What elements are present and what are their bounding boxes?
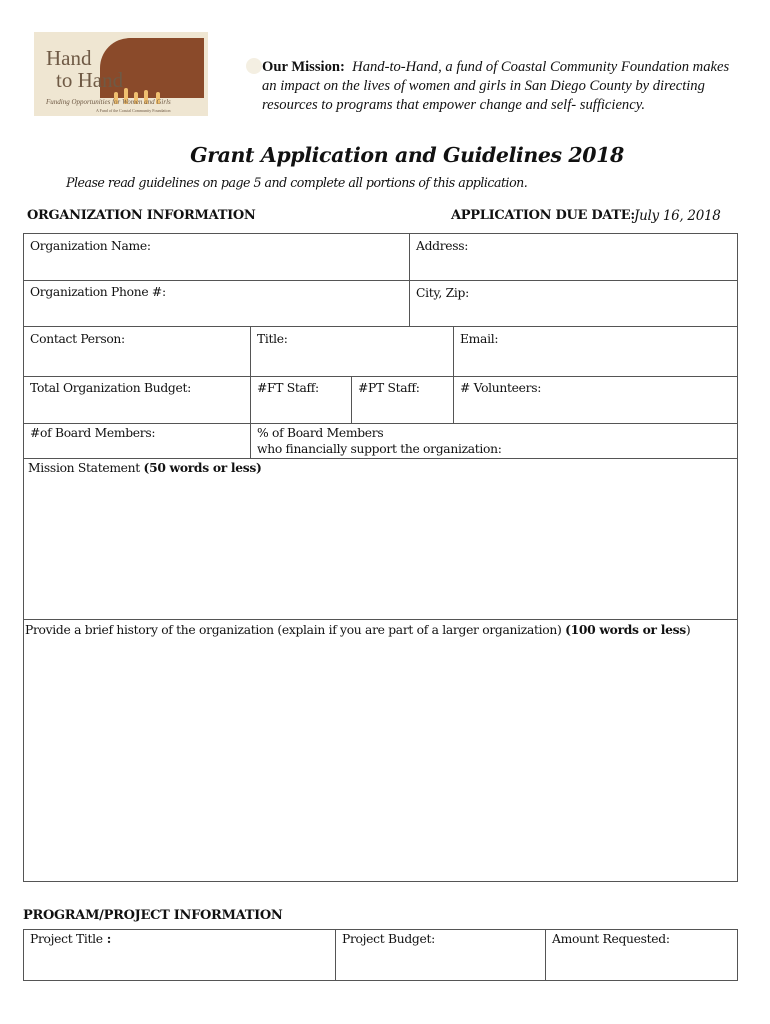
org-name-label: Organization Name:	[30, 239, 151, 253]
mission-statement-header	[262, 58, 742, 115]
organization-section-heading: ORGANIZATION INFORMATION	[27, 208, 256, 223]
pt-staff-field[interactable]	[351, 376, 454, 424]
volunteers-field[interactable]	[453, 376, 738, 424]
amount-requested-label: Amount Requested:	[552, 932, 670, 946]
project-title-colon: :	[102, 931, 112, 946]
phone-label: Organization Phone #:	[30, 285, 166, 299]
mission-text: Hand-to-Hand, a fund of Coastal Community Foundation makes an impact on the lives of women and girls in San Diego County by directing resources to programs that empower change and self- sufficiency.	[262, 59, 730, 113]
ft-staff-label: #FT Staff:	[257, 381, 319, 395]
contact-person-field[interactable]	[23, 326, 251, 377]
org-name-field[interactable]	[23, 233, 410, 281]
due-date-label: APPLICATION DUE DATE:	[451, 208, 635, 223]
history-field[interactable]	[23, 619, 738, 882]
email-field[interactable]	[453, 326, 738, 377]
ft-staff-field[interactable]	[250, 376, 352, 424]
email-label: Email:	[460, 332, 499, 346]
hand-to-hand-logo	[34, 32, 208, 116]
budget-field[interactable]	[23, 376, 251, 424]
page-title: Grant Application and Guidelines 2018	[190, 143, 624, 167]
project-title-label: Project Title	[30, 932, 103, 946]
history-close: )	[685, 623, 691, 637]
board-members-label: #of Board Members:	[30, 426, 156, 440]
instructions-text: Please read guidelines on page 5 and complete all portions of this application.	[66, 175, 528, 190]
contact-person-label: Contact Person:	[30, 332, 125, 346]
project-title-field[interactable]	[23, 929, 336, 981]
budget-label: Total Organization Budget:	[30, 381, 191, 395]
board-members-field[interactable]	[23, 423, 251, 459]
project-budget-label: Project Budget:	[342, 932, 435, 946]
mission-statement-label: Mission Statement	[28, 461, 140, 475]
board-support-label-line2: who financially support the organization:	[257, 442, 502, 456]
project-budget-field[interactable]	[335, 929, 546, 981]
address-field[interactable]	[409, 233, 738, 281]
phone-field[interactable]	[23, 280, 410, 327]
due-date-value: July 16, 2018	[634, 208, 721, 224]
mission-statement-limit: (50 words or less)	[143, 460, 262, 475]
history-limit: (100 words or less	[565, 622, 686, 637]
title-field[interactable]	[250, 326, 454, 377]
city-zip-label: City, Zip:	[416, 286, 469, 300]
logo-name-line1: Hand	[46, 46, 92, 70]
logo-name-line2: to Hand	[56, 68, 124, 92]
title-label: Title:	[257, 332, 288, 346]
address-label: Address:	[416, 239, 469, 253]
mission-statement-field[interactable]	[23, 458, 738, 620]
amount-requested-field[interactable]	[545, 929, 738, 981]
city-zip-field[interactable]	[409, 280, 738, 327]
logo-tagline: Funding Opportunities for Women and Girls	[46, 98, 171, 106]
logo-moon	[246, 58, 262, 74]
board-support-field[interactable]	[250, 423, 738, 459]
pt-staff-label: #PT Staff:	[358, 381, 420, 395]
history-label: Provide a brief history of the organization (explain if you are part of a larger organization)	[25, 623, 562, 637]
board-support-label-line1: % of Board Members	[257, 426, 384, 440]
mission-label: Our Mission:	[262, 59, 345, 75]
logo-subtagline: A Fund of the Coastal Community Foundation	[96, 108, 171, 113]
program-section-heading: PROGRAM/PROJECT INFORMATION	[23, 908, 283, 923]
volunteers-label: # Volunteers:	[460, 381, 542, 395]
